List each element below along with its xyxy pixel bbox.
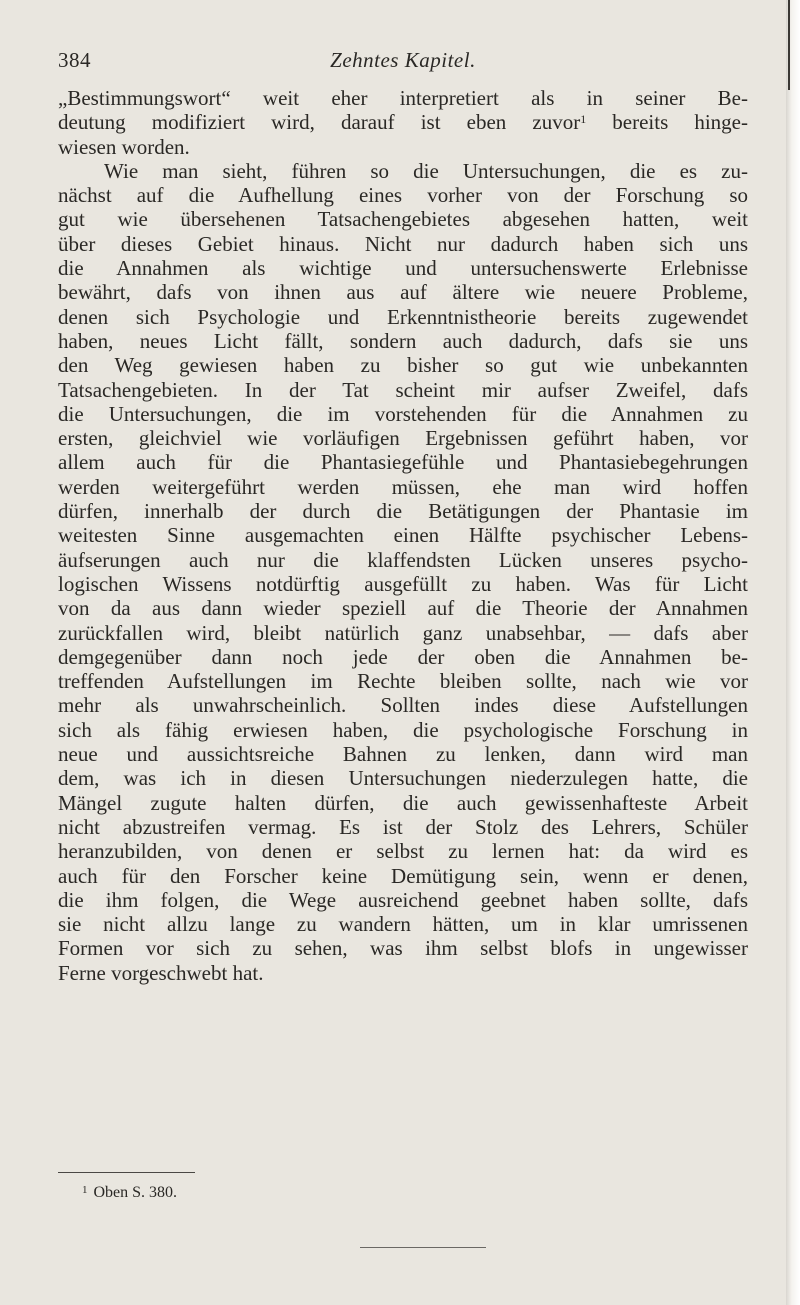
page-number: 384 xyxy=(58,48,91,72)
text-line: gut wie übersehenen Tatsachengebietes abgesehen hatten, weit xyxy=(58,207,748,232)
bottom-divider xyxy=(360,1247,486,1248)
text-line: Mängel zugute halten dürfen, die auch gewissenhafteste Arbeit xyxy=(58,790,748,815)
text-line: über dieses Gebiet hinaus. Nicht nur dadurch haben sich uns xyxy=(58,231,748,256)
text-line: heranzubilden, von denen er selbst zu lernen hat: da wird es xyxy=(58,839,748,864)
text-line: „Bestimmungswort“ weit eher interpretiert als in seiner Be- xyxy=(58,86,748,110)
page-header xyxy=(58,48,748,78)
text-line: die ihm folgen, die Wege ausreichend geebnet haben sollte, dafs xyxy=(58,887,748,912)
text-line: dürfen, innerhalb der durch die Betätigungen der Phantasie im xyxy=(58,499,748,524)
text-line: Ferne vorgeschwebt hat. xyxy=(58,960,264,985)
text-line: Tatsachengebieten. In der Tat scheint mir aufser Zweifel, dafs xyxy=(58,377,748,402)
page-edge-line xyxy=(788,0,790,90)
page-edge xyxy=(786,0,800,1305)
text-line: äufserungen auch nur die klaffendsten Lücken unseres psycho- xyxy=(58,547,748,572)
text-line-end: bereits hinge- xyxy=(612,110,748,135)
footnote-text: Oben S. 380. xyxy=(93,1184,178,1201)
text-line-start: deutung modifiziert wird, darauf ist eben zuvor xyxy=(58,110,581,135)
text-line: Wie man sieht, führen so die Untersuchungen, die es zu- xyxy=(104,158,748,183)
text-line: zurückfallen wird, bleibt natürlich ganz unabsehbar, — dafs aber xyxy=(58,620,748,645)
text-line: wiesen worden. xyxy=(58,134,190,159)
text-line: ersten, gleichviel wie vorläufigen Ergebnissen geführt haben, vor xyxy=(58,426,748,451)
text-line: treffenden Aufstellungen im Rechte bleiben sollte, nach wie vor xyxy=(58,669,748,694)
text-line: auch für den Forscher keine Demütigung sein, wenn er denen, xyxy=(58,863,748,888)
footnote xyxy=(82,1180,177,1203)
text-line: weitesten Sinne ausgemachten einen Hälfte psychischer Lebens- xyxy=(58,523,748,548)
text-line: werden weitergeführt werden müssen, ehe man wird hoffen xyxy=(58,474,748,499)
text-line: Formen vor sich zu sehen, was ihm selbst blofs in ungewisser xyxy=(58,936,748,961)
text-line: haben, neues Licht fällt, sondern auch dadurch, dafs sie uns xyxy=(58,328,748,353)
text-line: dem, was ich in diesen Untersuchungen niederzulegen hatte, die xyxy=(58,766,748,791)
text-line: neue und aussichtsreiche Bahnen zu lenken, dann wird man xyxy=(58,742,748,767)
running-title: Zehntes Kapitel. xyxy=(330,48,476,72)
footnote-reference: 1 xyxy=(580,112,587,127)
text-line: demgegenüber dann noch jede der oben die Annahmen be- xyxy=(58,644,748,669)
text-line: die Annahmen als wichtige und untersuchenswerte Erlebnisse xyxy=(58,256,748,281)
text-line: sich als fähig erwiesen haben, die psychologische Forschung in xyxy=(58,717,748,742)
text-line: die Untersuchungen, die im vorstehenden für die Annahmen zu xyxy=(58,401,748,426)
text-line: nicht abzustreifen vermag. Es ist der Stolz des Lehrers, Schüler xyxy=(58,814,748,839)
text-line: logischen Wissens notdürftig ausgefüllt zu haben. Was für Licht xyxy=(58,571,748,596)
text-line xyxy=(58,110,748,134)
text-line: bewährt, dafs von ihnen aus auf ältere wie neuere Probleme, xyxy=(58,280,748,305)
footnote-divider xyxy=(58,1172,195,1173)
text-line: sie nicht allzu lange zu wandern hätten, um in klar umrissenen xyxy=(58,912,748,937)
text-line: den Weg gewiesen haben zu bisher so gut wie unbekannten xyxy=(58,353,748,378)
text-line: denen sich Psychologie und Erkenntnistheorie bereits zugewendet xyxy=(58,304,748,329)
text-line: von da aus dann wieder speziell auf die Theorie der Annahmen xyxy=(58,596,748,621)
body-text xyxy=(58,86,748,985)
text-line: nächst auf die Aufhellung eines vorher von der Forschung so xyxy=(58,183,748,208)
footnote-marker: 1 xyxy=(82,1184,88,1196)
text-line: allem auch für die Phantasiegefühle und Phantasiebegehrungen xyxy=(58,450,748,475)
text-line: mehr als unwahrscheinlich. Sollten indes diese Aufstellungen xyxy=(58,693,748,718)
